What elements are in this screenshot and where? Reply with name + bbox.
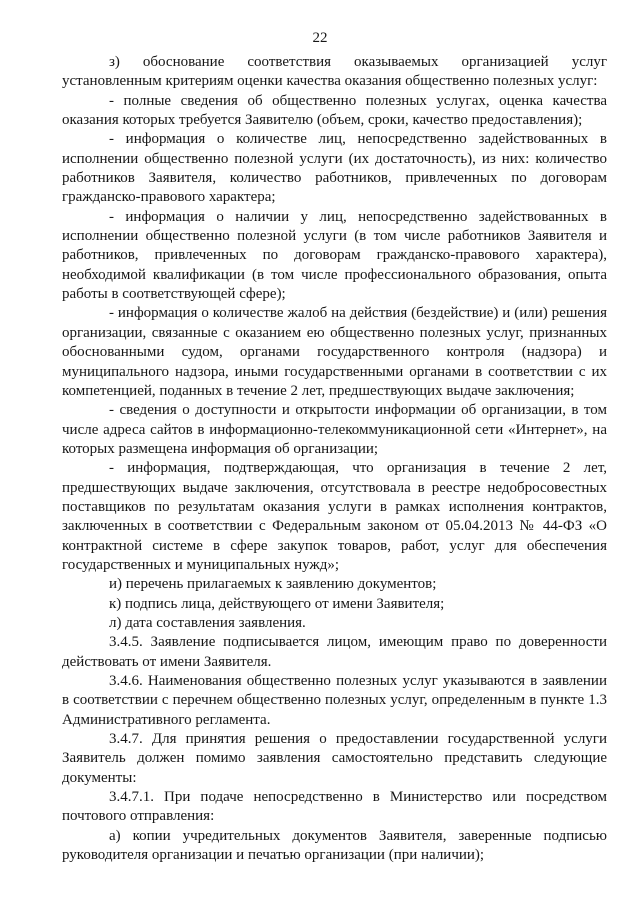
paragraph-supplier-registry: - информация, подтверждающая, что организация в течение 2 лет, предшествующих выдаче заключения, отсутствовала в реестре недобросовестных поставщиков по результатам оказания услуги в рамках исполнения контрактов, заключенных в соответствии с Федеральным законом от 05.04.2013 № 44-ФЗ «О контрактной системе в сфере закупок товаров, работ, услуг для обеспечения государственных и муниципальных нужд»; [62, 460, 607, 573]
section-3-4-6: 3.4.6. Наименования общественно полезных услуг указываются в заявлении в соответствии с перечнем общественно полезных услуг, определенным в пункте 1.3 Административного регламента. [62, 673, 607, 728]
paragraph-staff-count: - информация о количестве лиц, непосредственно задействованных в исполнении общественно полезной услуги (их достаточность), из них: количество работников Заявителя, количество работников, привлеченных по договорам гражданско-правового характера; [62, 131, 607, 206]
section-3-4-7: 3.4.7. Для принятия решения о предоставлении государственной услуги Заявитель должен помимо заявления самостоятельно представить следующие документы: [62, 731, 607, 786]
paragraph-complaints: - информация о количестве жалоб на действия (бездействие) и (или) решения организации, связанные с оказанием ею общественно полезных услуг, признанных обоснованными судом, органами государственного контроля (надзора) и муниципального надзора, иными государственными органами в соответствии с их компетенцией, поданных в течение 2 лет, предшествующих выдаче заключения; [62, 305, 607, 399]
section-3-4-7-1: 3.4.7.1. При подаче непосредственно в Министерство или посредством почтового отправления: [62, 789, 607, 825]
paragraph-attachments-list: и) перечень прилагаемых к заявлению документов; [109, 576, 437, 593]
document-body [62, 53, 607, 865]
paragraph-criteria-justification: з) обоснование соответствия оказываемых организацией услуг установленным критериям оценки качества оказания общественно полезных услуг: [62, 54, 607, 90]
section-3-4-5: 3.4.5. Заявление подписывается лицом, имеющим право по доверенности действовать от имени Заявителя. [62, 634, 607, 670]
paragraph-signature: к) подпись лица, действующего от имени Заявителя; [109, 595, 445, 612]
paragraph-information-openness: - сведения о доступности и открытости информации об организации, в том числе адреса сайтов в информационно-телекоммуникационной сети «Интернет», на которых размещена информация об организации; [62, 402, 607, 457]
paragraph-staff-qualification: - информация о наличии у лиц, непосредственно задействованных в исполнении общественно полезной услуги (в том числе работников Заявителя и работников, привлеченных по договорам гражданско-правового характера), необходимой квалификации (в том числе профессионального образования, опыта работы в соответствующей сфере); [62, 208, 607, 303]
paragraph-date: л) дата составления заявления. [109, 614, 306, 631]
paragraph-founding-documents: а) копии учредительных документов Заявителя, заверенные подписью руководителя организации и печатью организации (при наличии); [62, 827, 607, 864]
page-number: 22 [312, 30, 328, 46]
paragraph-service-info: - полные сведения об общественно полезных услугах, оценка качества оказания которых требуется Заявителю (объем, сроки, качество предоставления); [62, 92, 607, 129]
